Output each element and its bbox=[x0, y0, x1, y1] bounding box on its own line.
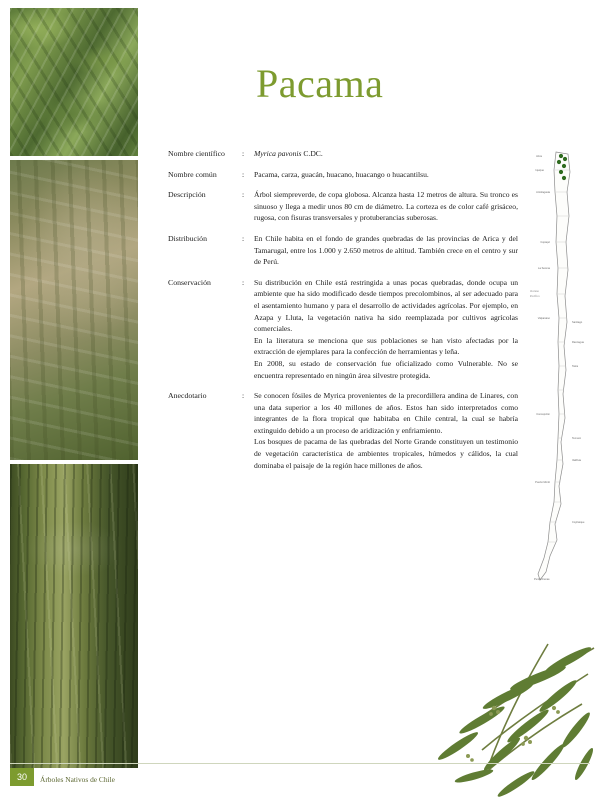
fact-paragraph: En 2008, su estado de conservación fue oficializado como Vulnerable. No se encuentra representado en ningún área silvestre protegida. bbox=[254, 358, 518, 380]
fact-colon: : bbox=[242, 149, 245, 158]
svg-text:La Serena: La Serena bbox=[538, 267, 550, 270]
photo-trunk-middle bbox=[10, 160, 138, 460]
map-ocean-label bbox=[530, 289, 540, 298]
fact-row bbox=[168, 277, 518, 381]
svg-text:Valdivia: Valdivia bbox=[572, 459, 581, 462]
photo-branch-bottom-right bbox=[398, 634, 600, 800]
svg-text:Punta Arenas: Punta Arenas bbox=[534, 578, 550, 581]
fact-paragraph: Los bosques de pacama de las quebradas del Norte Grande constituyen un testimonio de vegetación característica de ambientes tropicales, húmedos y cálidos, la cual dominaba el paisaje de la región hace millones de años. bbox=[254, 437, 518, 470]
fact-label: Distribución bbox=[168, 233, 207, 243]
svg-text:Talca: Talca bbox=[572, 365, 579, 368]
svg-text:Puerto Montt: Puerto Montt bbox=[535, 481, 550, 484]
fact-value bbox=[254, 148, 518, 160]
svg-text:Rancagua: Rancagua bbox=[572, 341, 584, 344]
scientific-name: Myrica pavonis bbox=[254, 149, 302, 158]
fact-colon: : bbox=[242, 391, 245, 401]
fact-label: Anecdotario bbox=[168, 391, 207, 401]
svg-text:Antofagasta: Antofagasta bbox=[536, 191, 550, 194]
fact-row bbox=[168, 148, 518, 160]
svg-text:Concepción: Concepción bbox=[536, 413, 550, 416]
fact-paragraph: Su distribución en Chile está restringida a unas pocas quebradas, donde ocupa un ambiente que ha sido modificado desde tiempos precolombinos, al ser adecuado para el asentamiento humano y para el desarrollo de actividades agrícolas. Por ejemplo, en Azapa y Lluta, la vegetación nativa ha sido reemplazada por cultivos agrícolas comerciales. bbox=[254, 277, 518, 334]
fact-label: Descripción bbox=[168, 190, 206, 200]
scientific-author: C.DC. bbox=[301, 149, 323, 158]
fact-label: Nombre científico bbox=[168, 149, 225, 158]
fact-value bbox=[254, 233, 518, 268]
svg-text:Copiapó: Copiapó bbox=[540, 241, 550, 244]
fact-paragraph: Se conocen fósiles de Myrica provenientes de la precordillera andina de Linares, con una data superior a los 40 millones de años. Estos han sido interpretados como integrantes de la flora tropical que habitaba en Chile central, la cual se habría extinguido debido a un proceso de aridización y enfriamiento. bbox=[254, 391, 518, 435]
footer-title: Árboles Nativos de Chile bbox=[40, 775, 115, 784]
fact-value bbox=[254, 390, 518, 471]
fact-label: Conservación bbox=[168, 277, 211, 287]
footer-divider bbox=[10, 763, 590, 764]
svg-text:Santiago: Santiago bbox=[572, 321, 583, 324]
fact-colon: : bbox=[242, 190, 245, 200]
mapa-distribucion-chile bbox=[528, 146, 590, 586]
fact-value bbox=[254, 277, 518, 381]
fact-row bbox=[168, 233, 518, 268]
fact-row bbox=[168, 169, 518, 181]
svg-text:Océano: Océano bbox=[530, 289, 540, 293]
species-fact-table bbox=[168, 148, 518, 480]
photo-strip bbox=[10, 8, 138, 768]
svg-text:Pacífico: Pacífico bbox=[530, 294, 540, 298]
fact-row bbox=[168, 390, 518, 471]
fact-row bbox=[168, 189, 518, 224]
photo-bark-bottom bbox=[10, 464, 138, 768]
fact-value bbox=[254, 169, 518, 181]
svg-text:Coyhaique: Coyhaique bbox=[572, 521, 585, 524]
fact-label: Nombre común bbox=[168, 169, 217, 179]
fact-paragraph: Pacama, carza, guacán, huacano, huacango o huacantilsu. bbox=[254, 169, 429, 179]
fact-paragraph: Árbol siempreverde, de copa globosa. Alcanza hasta 12 metros de altura. Su tronco es sinuoso y llega a medir unos 80 cm de diámetro. La corteza es de color café grisáceo, rugosa, con fisuras transversales y protuberancias suberosas. bbox=[254, 190, 518, 223]
fact-paragraph: En la literatura se menciona que sus poblaciones se han visto afectadas por la extracción de ejemplares para la confección de herramientas y leña. bbox=[254, 335, 518, 357]
fact-colon: : bbox=[242, 233, 245, 243]
page-number: 30 bbox=[16, 772, 27, 782]
page-title: Pacama bbox=[256, 61, 384, 106]
fact-colon: : bbox=[242, 169, 245, 179]
svg-text:Valparaíso: Valparaíso bbox=[537, 317, 550, 320]
photo-foliage-top bbox=[10, 8, 138, 156]
svg-text:Arica: Arica bbox=[536, 155, 542, 158]
svg-text:Temuco: Temuco bbox=[572, 437, 582, 440]
fact-colon: : bbox=[242, 277, 245, 287]
fact-value bbox=[254, 189, 518, 224]
fact-paragraph: En Chile habita en el fondo de grandes quebradas de las provincias de Arica y del Tamarugal, entre los 1.000 y 2.650 metros de altitud. También crece en el centro y sur de Perú. bbox=[254, 233, 518, 267]
svg-text:Iquique: Iquique bbox=[535, 169, 544, 172]
